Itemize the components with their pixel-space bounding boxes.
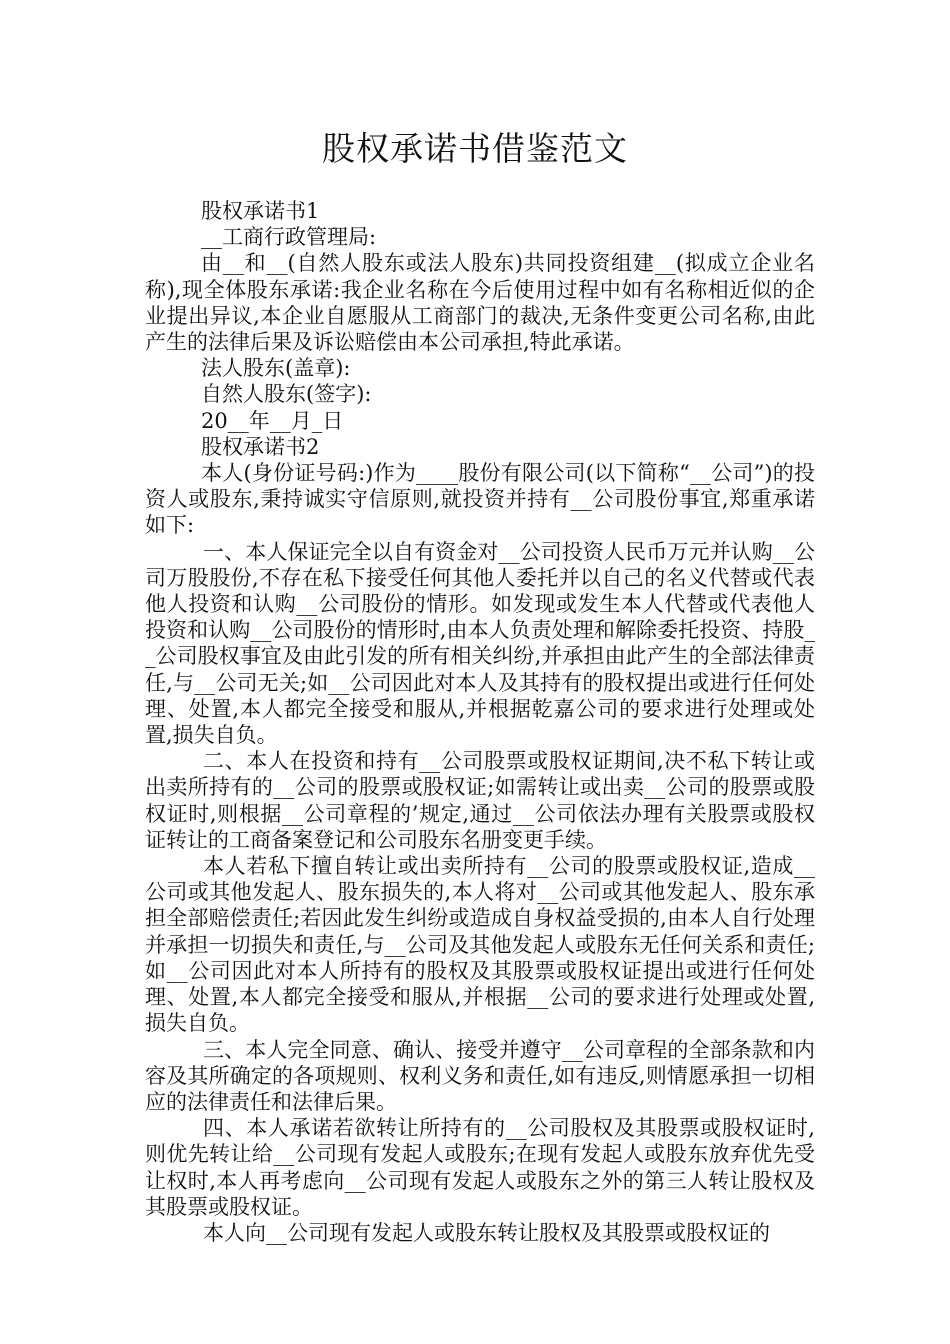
paragraph-clause-2-continued: 本人若私下擅自转让或出卖所持有__公司的股票或股权证,造成__公司或其他发起人、股东损失的,本人将对__公司或其他发起人、股东承担全部赔偿责任;若因此发生纠纷或造成自身权益受损的,由本人自行处理并承担一切损失和责任,与__公司及其他发起人或股东无任何关系和责任;如__公司因此对本人所持有的股权及其股票或股权证提出或进行任何处理、处置,本人都完全接受和服从,并根据__公司的要求进行处理或处置,损失自负。 bbox=[145, 854, 815, 1036]
paragraph-clause-3: 三、本人完全同意、确认、接受并遵守__公司章程的全部条款和内容及其所确定的各项规则、权利义务和责任,如有违反,则情愿承担一切相应的法律责任和法律后果。 bbox=[145, 1037, 815, 1114]
paragraph-clause-4-continued: 本人向__公司现有发起人或股东转让股权及其股票或股权证的 bbox=[203, 1220, 770, 1245]
paragraph-heading-2: 股权承诺书2 bbox=[201, 434, 320, 459]
paragraph-addressee: __工商行政管理局: bbox=[201, 225, 377, 250]
paragraph-natural-shareholder: 自然人股东(签字): bbox=[201, 382, 372, 407]
paragraph-clause-2: 二、本人在投资和持有__公司股票或股权证期间,决不私下转让或出卖所持有的__公司的股票或股权证;如需转让或出卖__公司的股票或股权证时,则根据__公司章程的’规定,通过__公司依法办理有关股票或股权证转让的工商备案登记和公司股东名册变更手续。 bbox=[145, 749, 815, 852]
paragraph-commitment-1: 由__和__(自然人股东或法人股东)共同投资组建__(拟成立企业名称),现全体股东承诺:我企业名称在今后使用过程中如有名称相近似的企业提出异议,本企业自愿服从工商部门的裁决,无条件变更公司名称,由此产生的法律后果及诉讼赔偿由本公司承担,特此承诺。 bbox=[145, 251, 815, 355]
document-body bbox=[145, 198, 815, 1246]
paragraph-heading-1: 股权承诺书1 bbox=[201, 199, 320, 223]
document-title: 股权承诺书借鉴范文 bbox=[322, 129, 628, 168]
paragraph-clause-1: 一、本人保证完全以自有资金对__公司投资人民币万元并认购__公司万股股份,不存在私下接受任何其他人委托并以自己的名义代替或代表他人投资和认购__公司股份的情形。如发现或发生本人代替或代表他人投资和认购__公司股份的情形时,由本人负责处理和解除委托投资、持股__公司股权事宜及由此引发的所有相关纠纷,并承担由此产生的全部法律责任,与__公司无关;如__公司因此对本人及其持有的股权提出或进行任何处理、处置,本人都完全接受和服从,并根据乾嘉公司的要求进行处理或处置,损失自负。 bbox=[145, 539, 815, 748]
paragraph-intro-2: 本人(身份证号码:)作为____股份有限公司(以下简称“__公司”)的投资人或股东,秉持诚实守信原则,就投资并持有__公司股份事宜,郑重承诺如下: bbox=[145, 461, 815, 538]
paragraph-legal-shareholder: 法人股东(盖章): bbox=[201, 356, 351, 381]
paragraph-date: 20__年__月_日 bbox=[201, 408, 344, 433]
paragraph-clause-4: 四、本人承诺若欲转让所持有的__公司股权及其股票或股权证时,则优先转让给__公司现有发起人或股东;在现有发起人或股东放弃优先受让权时,本人再考虑向__公司现有发起人或股东之外的第三人转让股权及其股票或股权证。 bbox=[145, 1116, 815, 1219]
